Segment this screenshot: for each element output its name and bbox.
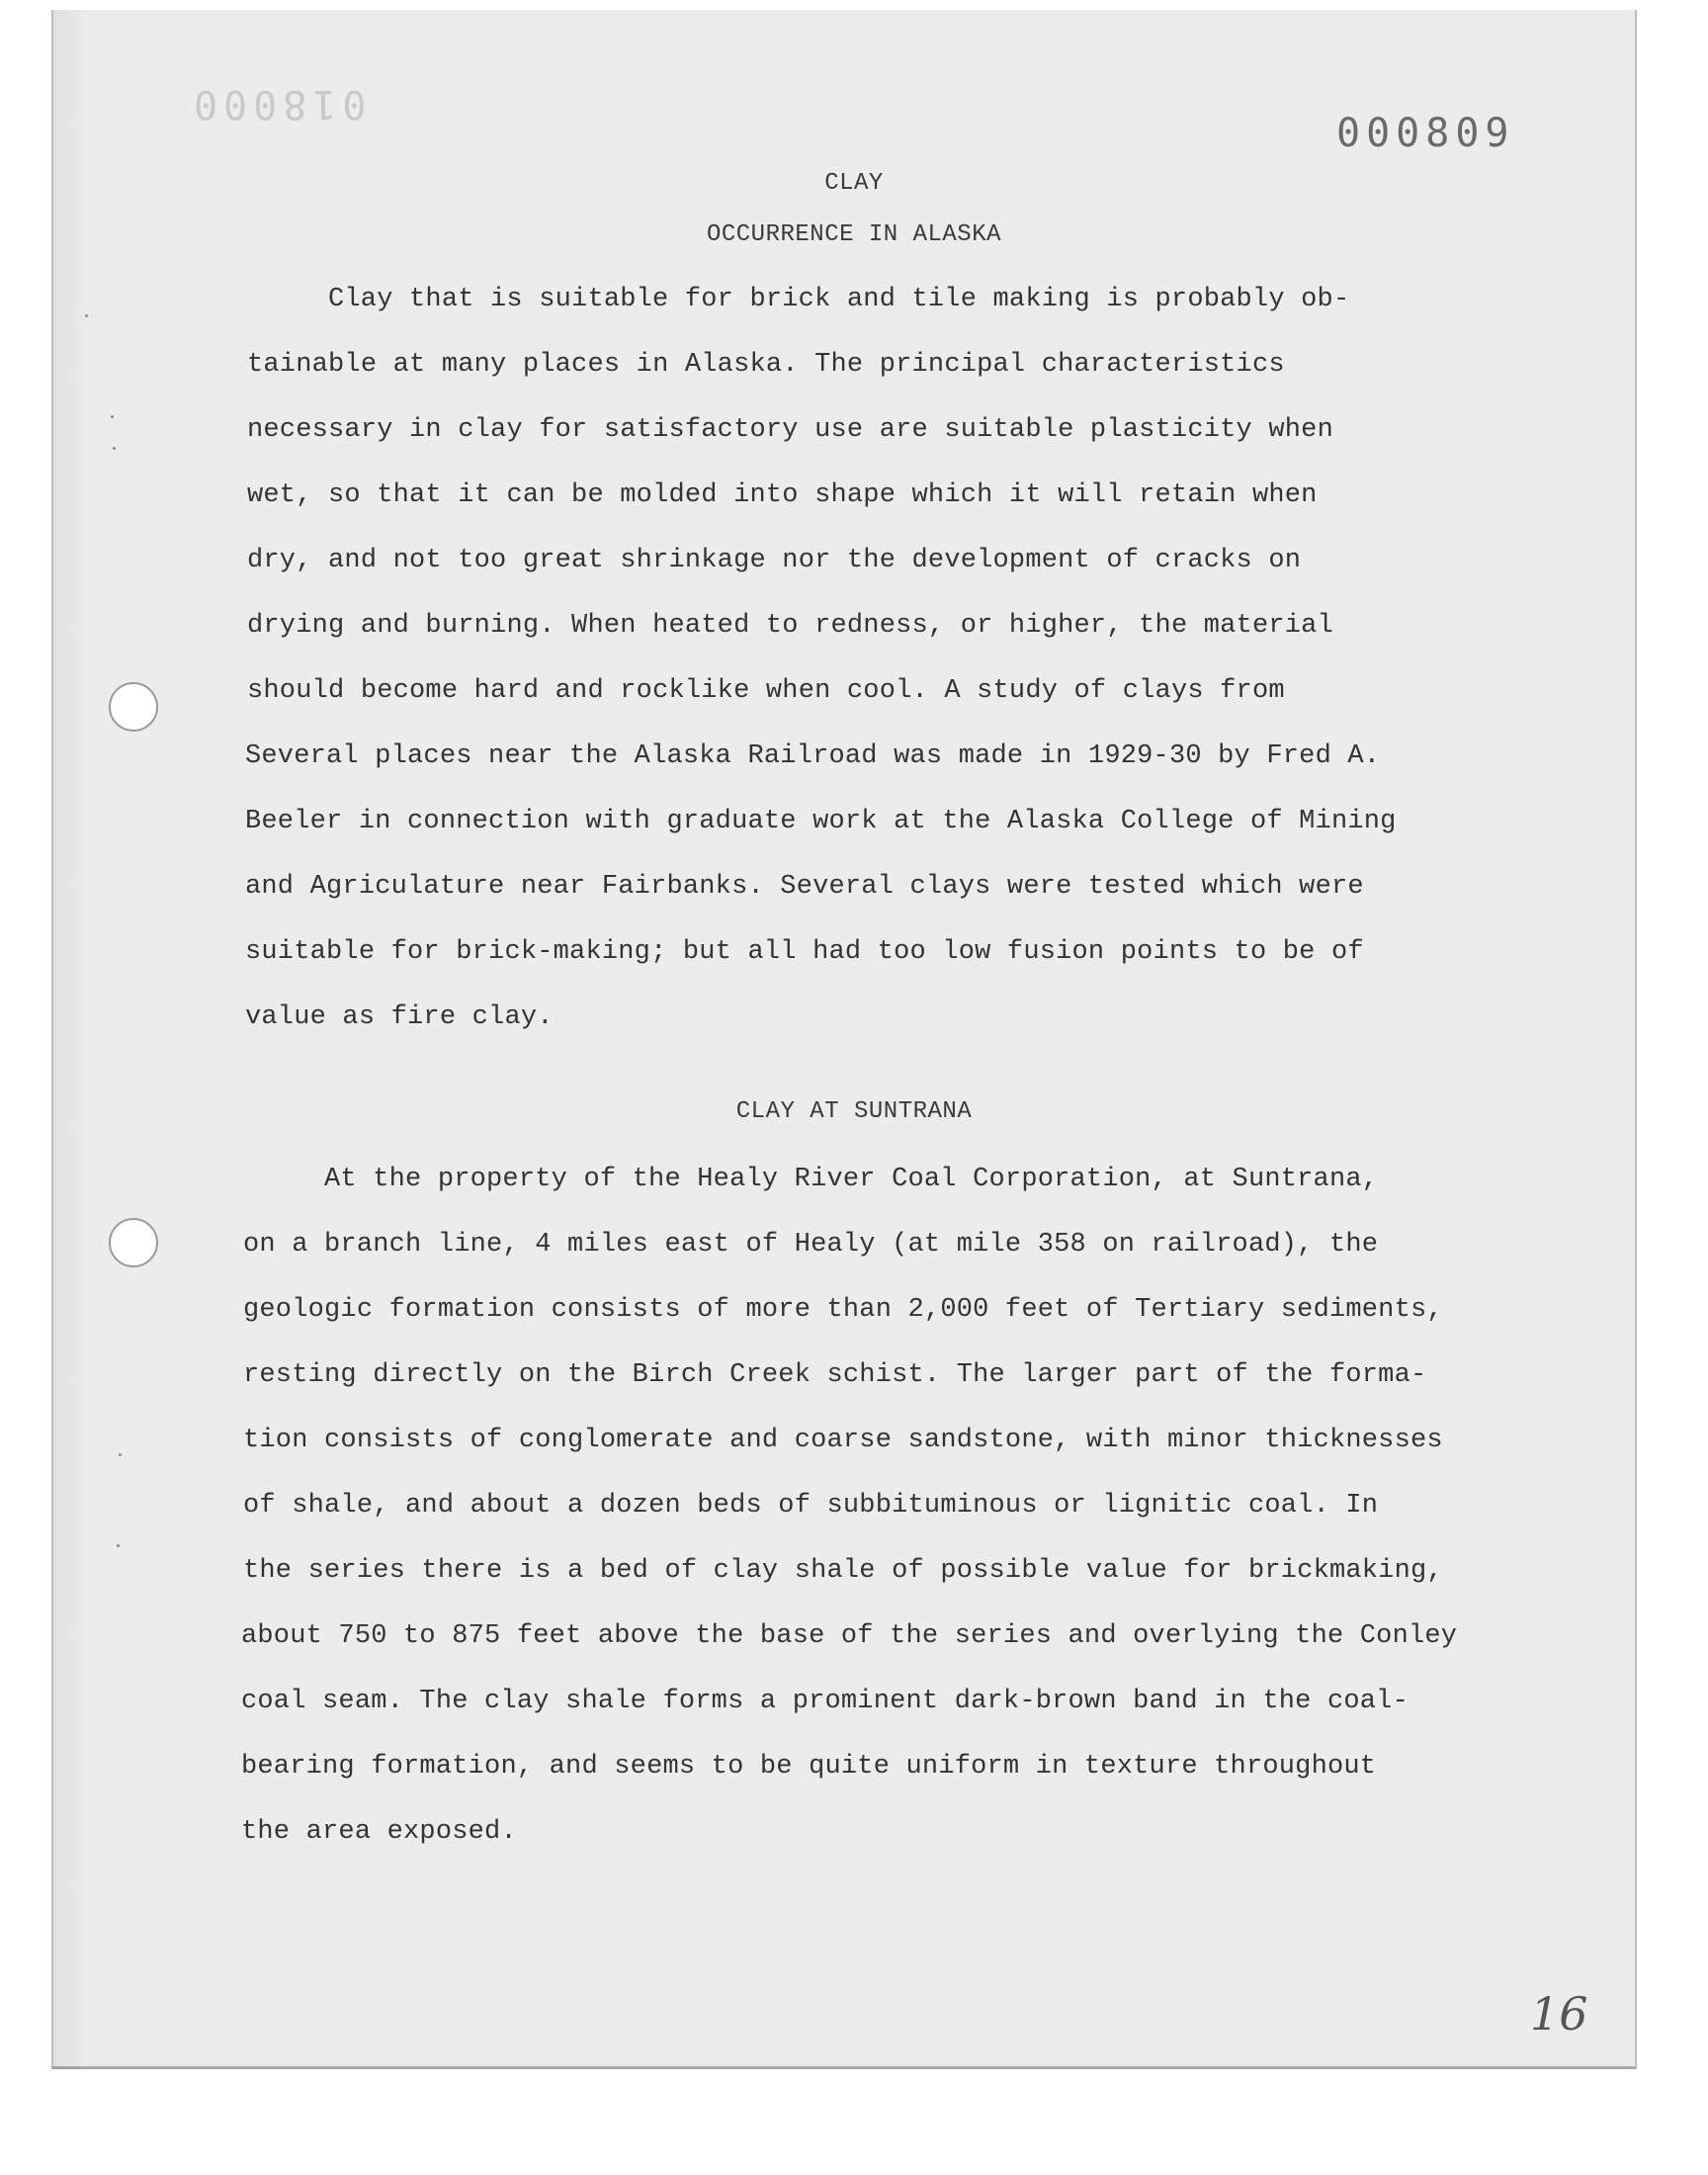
scan-speck <box>113 447 116 450</box>
paragraph-line: about 750 to 875 feet above the base of the series and overlying the Conley <box>241 1621 1458 1651</box>
paragraph-line: wet, so that it can be molded into shape which it will retain when <box>247 480 1318 510</box>
scan-speck <box>119 1453 122 1456</box>
paragraph-line: dry, and not too great shrinkage nor the development of cracks on <box>247 546 1302 575</box>
paragraph-line: value as fire clay. <box>245 1002 554 1032</box>
paragraph-line: tainable at many places in Alaska. The principal characteristics <box>247 350 1285 380</box>
paragraph-line: should become hard and rocklike when cool. A study of clays from <box>247 676 1285 706</box>
paragraph-line: Beeler in connection with graduate work at the Alaska College of Mining <box>245 807 1397 836</box>
paragraph-line: on a branch line, 4 miles east of Healy (at mile 358 on railroad), the <box>243 1230 1379 1260</box>
paragraph-line: Clay that is suitable for brick and tile making is probably ob- <box>328 285 1350 314</box>
paragraph-line: geologic formation consists of more than 2,000 feet of Tertiary sediments, <box>243 1295 1443 1325</box>
paragraph-line: the area exposed. <box>241 1817 517 1847</box>
paragraph-line: and Agriculature near Fairbanks. Several clays were tested which were <box>245 872 1364 902</box>
paragraph-line: bearing formation, and seems to be quite uniform in texture throughout <box>241 1752 1377 1782</box>
document-title: CLAY <box>824 170 884 197</box>
paragraph-line: of shale, and about a dozen beds of subbituminous or lignitic coal. In <box>243 1491 1379 1521</box>
binder-hole-lower <box>109 1218 158 1267</box>
paragraph-line: Several places near the Alaska Railroad was made in 1929-30 by Fred A. <box>245 741 1381 771</box>
paragraph-line: necessary in clay for satisfactory use are suitable plasticity when <box>247 415 1333 445</box>
scan-speck <box>117 1544 120 1547</box>
page-edge-shadow <box>51 10 91 2069</box>
paragraph-line: suitable for brick-making; but all had too low fusion points to be of <box>245 937 1364 967</box>
paragraph-line: the series there is a bed of clay shale of possible value for brickmaking, <box>243 1556 1443 1586</box>
stamp-number: 000809 <box>1336 111 1515 156</box>
paragraph-line: coal seam. The clay shale forms a prominent dark-brown band in the coal- <box>241 1687 1409 1716</box>
scan-speck <box>85 314 88 317</box>
faded-stamp-number: 018000 <box>188 81 367 127</box>
document-subtitle: OCCURRENCE IN ALASKA <box>706 221 1002 248</box>
handwritten-page-number: 16 <box>1530 1987 1588 2041</box>
paragraph-line: resting directly on the Birch Creek schist. The larger part of the forma- <box>243 1360 1427 1390</box>
paragraph-line: tion consists of conglomerate and coarse sandstone, with minor thicknesses <box>243 1426 1443 1455</box>
binder-hole-upper <box>109 682 158 732</box>
paragraph-line: At the property of the Healy River Coal Corporation, at Suntrana, <box>324 1165 1379 1194</box>
scan-speck <box>111 415 114 418</box>
paragraph-line: drying and burning. When heated to redness, or higher, the material <box>247 611 1333 641</box>
section-heading: CLAY AT SUNTRANA <box>735 1098 973 1125</box>
